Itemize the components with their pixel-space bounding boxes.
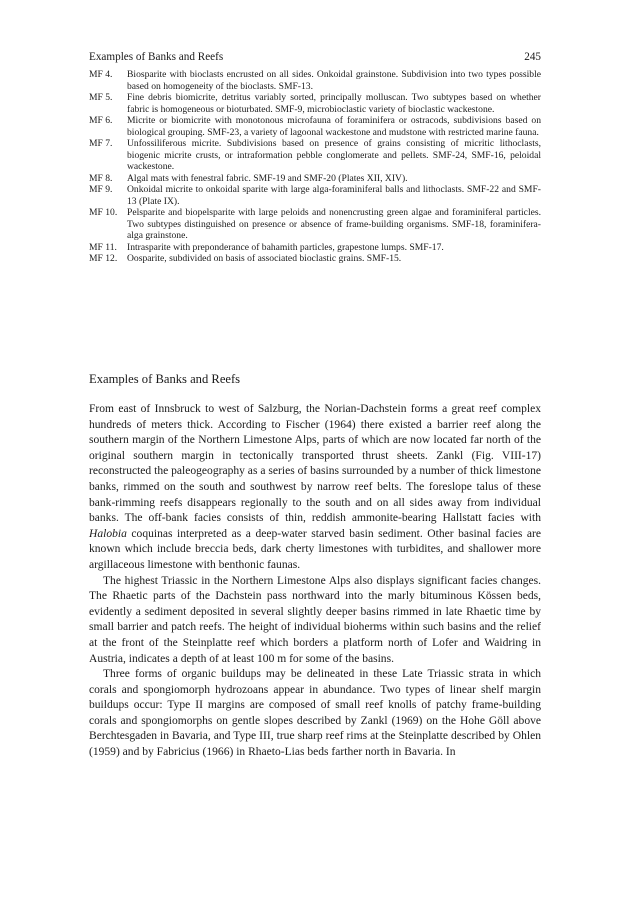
list-item [89, 207, 541, 242]
microfacies-description: Intrasparite with preponderance of bahamith particles, grapestone lumps. SMF-17. [127, 241, 444, 253]
running-title: Examples of Banks and Reefs [89, 51, 224, 63]
microfacies-code: MF 7. [89, 138, 113, 149]
microfacies-code: MF 10. [89, 207, 118, 218]
microfacies-description: Pelsparite and biopelsparite with large peloids and nonencrusting green algae and foraminiferal particles. Two subtypes distinguished on presence or absence of frame-building organisms. SMF-18, foraminifera-alga grainstone. [127, 207, 541, 241]
paragraph: Three forms of organic buildups may be delineated in these Late Triassic strata in which corals and spongiomorph hydrozoans appear in abundance. Two types of linear shelf margin buildups occur: Type II margins are composed of small reef knolls of patchy frame-building corals and spongiomorphs on gentle slopes described by Zankl (1969) on the Hohe Göll above Berchtesgaden in Bavaria, and Type III, true sharp reef rims at the Steinplatte described by Ohlen (1959) and by Fabricius (1966) in Rhaeto-Lias beds farther north in Bavaria. In [89, 668, 541, 759]
microfacies-code: MF 4. [89, 69, 113, 80]
microfacies-code: MF 11. [89, 241, 117, 253]
list-item [89, 69, 541, 92]
list-item [89, 173, 541, 185]
paragraph-text: From east of Innsbruck to west of Salzburg, the Norian-Dachstein forms a great reef complex hundreds of meters thick. According to Fischer (1964) there existed a barrier reef along the southern margin of the Northern Limestone Alps, parts of which are now located far north of the original southern margin in tectonically transported thrust sheets. Zankl (Fig. VIII-17) reconstructed the paleogeography as a series of basins surrounded by a number of thick limestone banks, rimmed on the south and southwest by narrow reef belts. The foreslope talus of these bank-rimming reefs disappears regionally to the south and on all sides away from individual banks. The off-bank facies consists of thin, reddish ammonite-bearing Hallstatt facies with [89, 403, 541, 525]
body-text [89, 402, 541, 761]
section-heading: Examples of Banks and Reefs [89, 372, 241, 386]
microfacies-description: Micrite or biomicrite with monotonous microfauna of foraminifera or ostracods, subdivisions based on biological grouping. SMF-23, a variety of lagoonal wackestone and mudstone with restricted marine fauna. [127, 115, 541, 138]
page-number: 245 [524, 51, 541, 63]
microfacies-code: MF 9. [89, 184, 113, 195]
paragraph-text: coquinas interpreted as a deep-water starved basin sediment. Other basinal facies are known which include breccia beds, dark cherty limestones with turbidites, and shallower more argillaceous limestone with benthonic faunas. [89, 527, 541, 571]
microfacies-code: MF 5. [89, 92, 113, 103]
microfacies-code: MF 8. [89, 172, 113, 184]
microfacies-description: Oosparite, subdivided on basis of associated bioclastic grains. SMF-15. [127, 253, 402, 264]
list-item [89, 92, 541, 115]
list-item [89, 242, 541, 254]
list-item [89, 184, 541, 207]
microfacies-list [89, 69, 541, 265]
genus-name: Halobia [89, 527, 127, 540]
paragraph [89, 402, 541, 574]
list-item [89, 115, 541, 138]
running-head [89, 51, 541, 64]
microfacies-description: Fine debris biomicrite, detritus variably sorted, principally molluscan. Two subtypes based on whether fabric is homogeneous or bioturbated. SMF-9, microbioclastic variety of bioclastic wackestone. [127, 92, 541, 115]
paragraph: The highest Triassic in the Northern Limestone Alps also displays significant facies changes. The Rhaetic parts of the Dachstein pass northward into the marly bituminous Kössen beds, evidently a sediment deposited in several slightly deeper basins rimmed in late Rhaetic time by small barrier and patch reefs. The height of individual bioherms within such basins and the relief at the front of the Steinplatte reef which borders a platform north of Lofer and Waidring in Austria, indicates a depth of at least 100 m for some of the basins. [89, 574, 541, 665]
microfacies-description: Onkoidal micrite to onkoidal sparite with large alga-foraminiferal balls and lithoclasts. SMF-22 and SMF-13 (Plate IX). [127, 184, 541, 207]
microfacies-code: MF 12. [89, 253, 118, 264]
list-item [89, 138, 541, 173]
microfacies-description: Algal mats with fenestral fabric. SMF-19 and SMF-20 (Plates XII, XIV). [127, 172, 408, 184]
microfacies-code: MF 6. [89, 115, 113, 126]
microfacies-description: Biosparite with bioclasts encrusted on all sides. Onkoidal grainstone. Subdivision into two types possible based on homogeneity of the bioclasts. SMF-13. [127, 69, 541, 92]
list-item [89, 253, 541, 265]
microfacies-description: Unfossiliferous micrite. Subdivisions based on presence of grains consisting of micritic lithoclasts, biogenic micrite crusts, or intraformation pebble conglomerate and pellets. SMF-24, SMF-16, peloidal wackestone. [127, 138, 541, 172]
